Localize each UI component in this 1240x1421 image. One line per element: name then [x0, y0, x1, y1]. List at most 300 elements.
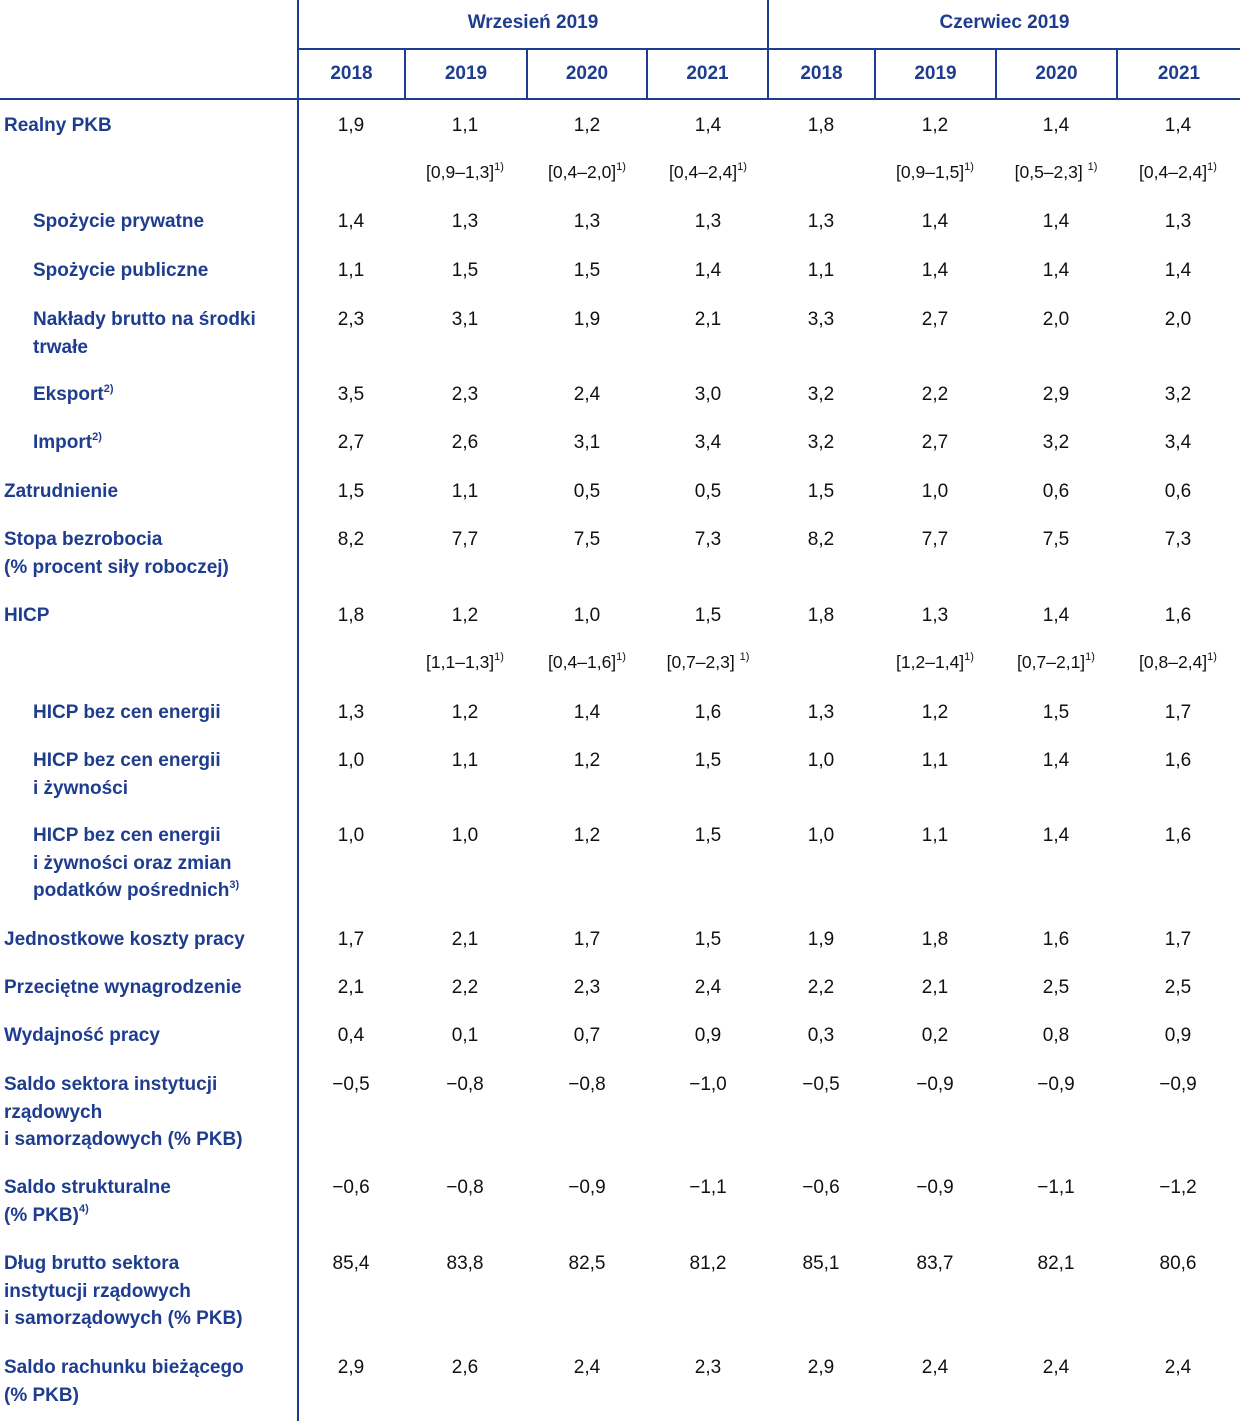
year-header: 2020 — [565, 63, 609, 84]
cell-value: 0,5 — [573, 481, 601, 502]
year-header: 2018 — [330, 63, 373, 84]
value-cell — [1118, 602, 1238, 630]
value-cell — [527, 602, 647, 630]
row-label — [33, 699, 221, 727]
value-cell — [291, 699, 411, 727]
value-cell — [761, 822, 881, 850]
value-cell — [875, 822, 995, 850]
cell-value: 1,8 — [337, 605, 365, 626]
cell-value: 1,6 — [694, 702, 722, 723]
value-cell — [405, 974, 525, 1002]
cell-value: 1,4 — [1042, 605, 1070, 626]
cell-value: 7,3 — [1164, 529, 1192, 550]
cell-value: 2,3 — [573, 977, 601, 998]
value-cell — [405, 747, 525, 775]
cell-value: 85,4 — [332, 1253, 370, 1274]
value-cell — [527, 306, 647, 334]
cell-value: 2,1 — [337, 977, 365, 998]
cell-value: −1,1 — [689, 1177, 727, 1198]
cell-value: [0,7–2,3] — [666, 652, 740, 672]
cell-value: 1,0 — [807, 825, 835, 846]
value-cell — [405, 306, 525, 334]
year-header: 2019 — [914, 63, 957, 84]
value-cell — [648, 1354, 768, 1382]
cell-value: 1,4 — [1042, 825, 1070, 846]
cell-value: −0,8 — [446, 1177, 484, 1198]
cell-value: 2,5 — [1164, 977, 1192, 998]
value-cell — [291, 306, 411, 334]
row-label-text: HICP bez cen energii i żywności — [33, 750, 221, 799]
cell-value: 1,1 — [451, 115, 479, 136]
cell-value: 1,3 — [573, 211, 601, 232]
cell-value: 1,2 — [573, 115, 601, 136]
value-cell — [875, 1071, 995, 1099]
header-bottom-rule — [0, 98, 1240, 100]
cell-value: 2,3 — [694, 1357, 722, 1378]
range-cell — [1118, 159, 1238, 187]
value-cell — [527, 747, 647, 775]
cell-value: 1,1 — [337, 260, 365, 281]
cell-value: 1,6 — [1042, 929, 1070, 950]
cell-value: [0,9–1,3] — [426, 162, 495, 182]
value-cell — [761, 974, 881, 1002]
cell-value: 1,4 — [1042, 115, 1070, 136]
value-cell — [405, 257, 525, 285]
cell-value: 3,3 — [807, 309, 835, 330]
cell-value: 2,3 — [451, 384, 479, 405]
cell-value: 1,6 — [1164, 605, 1192, 626]
cell-value: 1,8 — [807, 605, 835, 626]
row-label — [33, 257, 208, 285]
year-header: 2021 — [686, 63, 729, 84]
range-cell — [1118, 649, 1238, 677]
value-cell — [761, 1022, 881, 1050]
row-label-text: Saldo rachunku bieżącego (% PKB) — [4, 1357, 244, 1406]
footnote-marker: 1) — [1087, 161, 1098, 174]
value-cell — [761, 1174, 881, 1202]
value-cell — [996, 1174, 1116, 1202]
cell-value: 1,0 — [573, 605, 601, 626]
cell-value: 1,2 — [921, 702, 949, 723]
row-label — [33, 381, 114, 409]
cell-value: −0,9 — [1037, 1074, 1075, 1095]
value-cell — [761, 699, 881, 727]
row-label-text: Import — [33, 432, 93, 453]
cell-value: 3,2 — [807, 384, 835, 405]
cell-value: 7,5 — [1042, 529, 1070, 550]
range-cell — [405, 159, 525, 187]
cell-value: 2,7 — [921, 309, 949, 330]
value-cell — [875, 974, 995, 1002]
value-cell — [405, 926, 525, 954]
cell-value: −0,6 — [802, 1177, 840, 1198]
value-cell — [527, 208, 647, 236]
value-cell — [527, 699, 647, 727]
value-cell — [996, 381, 1116, 409]
cell-value: 1,4 — [694, 260, 722, 281]
value-cell — [1118, 1071, 1238, 1099]
value-cell — [291, 1022, 411, 1050]
value-cell — [875, 208, 995, 236]
value-cell — [405, 208, 525, 236]
value-cell — [761, 526, 881, 554]
value-cell — [291, 602, 411, 630]
value-cell — [648, 208, 768, 236]
cell-value: 80,6 — [1159, 1253, 1197, 1274]
cell-value: 1,1 — [451, 750, 479, 771]
cell-value: 1,6 — [1164, 825, 1192, 846]
cell-value: 8,2 — [337, 529, 365, 550]
range-cell — [527, 159, 647, 187]
cell-value: 0,2 — [921, 1025, 949, 1046]
value-cell — [291, 478, 411, 506]
value-cell — [291, 1250, 411, 1278]
value-cell — [648, 526, 768, 554]
value-cell — [527, 1250, 647, 1278]
value-cell — [996, 602, 1116, 630]
footnote-marker: 1) — [494, 651, 504, 664]
footnote-marker: 1) — [494, 161, 504, 174]
value-cell — [648, 1250, 768, 1278]
year-header: 2021 — [1157, 63, 1201, 84]
cell-value: 1,4 — [1042, 750, 1070, 771]
cell-value: 1,4 — [1164, 115, 1192, 136]
cell-value: 1,9 — [807, 929, 835, 950]
cell-value: 3,2 — [1042, 432, 1070, 453]
cell-value: 2,7 — [337, 432, 365, 453]
value-cell — [405, 112, 525, 140]
value-cell — [291, 1174, 411, 1202]
row-label — [4, 1071, 243, 1154]
cell-value: 2,3 — [337, 309, 365, 330]
cell-value: 1,2 — [921, 115, 949, 136]
cell-value: [0,4–2,0] — [548, 162, 617, 182]
value-cell — [291, 257, 411, 285]
cell-value: 1,5 — [1042, 702, 1070, 723]
cell-value: 81,2 — [689, 1253, 727, 1274]
cell-value: [0,4–2,4] — [669, 162, 738, 182]
value-cell — [1118, 1174, 1238, 1202]
cell-value: 8,2 — [807, 529, 835, 550]
cell-value: −0,8 — [446, 1074, 484, 1095]
value-cell — [761, 429, 881, 457]
cell-value: 1,3 — [921, 605, 949, 626]
footnote-marker: 2) — [103, 382, 114, 395]
cell-value: [0,5–2,3] — [1014, 162, 1088, 182]
value-cell — [761, 478, 881, 506]
value-cell — [648, 112, 768, 140]
cell-value: 83,8 — [446, 1253, 484, 1274]
footnote-marker: 1) — [616, 651, 626, 664]
value-cell — [875, 1250, 995, 1278]
cell-value: 1,0 — [807, 750, 835, 771]
row-label — [4, 602, 49, 630]
cell-value: 2,5 — [1042, 977, 1070, 998]
cell-value: 1,4 — [694, 115, 722, 136]
value-cell — [761, 257, 881, 285]
value-cell — [648, 1071, 768, 1099]
value-cell — [527, 429, 647, 457]
row-label — [33, 429, 102, 457]
value-cell — [1118, 429, 1238, 457]
value-cell — [405, 1071, 525, 1099]
footnote-marker: 1) — [964, 651, 974, 664]
cell-value: 7,5 — [573, 529, 601, 550]
value-cell — [996, 1354, 1116, 1382]
value-cell — [875, 1022, 995, 1050]
year-header: 2018 — [800, 63, 843, 84]
cell-value: 1,4 — [921, 260, 949, 281]
row-label-text: HICP bez cen energii — [33, 702, 221, 723]
cell-value: 1,7 — [573, 929, 601, 950]
cell-value: 1,5 — [573, 260, 601, 281]
cell-value: 1,0 — [921, 481, 949, 502]
cell-value: 1,4 — [1042, 260, 1070, 281]
value-cell — [291, 526, 411, 554]
cell-value: 1,5 — [451, 260, 479, 281]
cell-value: −0,9 — [916, 1074, 954, 1095]
cell-value: 2,2 — [921, 384, 949, 405]
value-cell — [761, 1354, 881, 1382]
row-label — [4, 1250, 243, 1333]
row-label-text: HICP — [4, 605, 50, 626]
cell-value: 0,1 — [451, 1025, 479, 1046]
value-cell — [1118, 822, 1238, 850]
footnote-marker: 1) — [737, 161, 747, 174]
cell-value: 1,1 — [807, 260, 835, 281]
footnote-marker: 1) — [1207, 161, 1217, 174]
value-cell — [875, 478, 995, 506]
range-cell — [527, 649, 647, 677]
cell-value: 1,1 — [921, 825, 949, 846]
value-cell — [527, 478, 647, 506]
cell-value: 85,1 — [802, 1253, 840, 1274]
cell-value: 2,1 — [921, 977, 949, 998]
cell-value: 1,2 — [451, 605, 479, 626]
cell-value: 2,6 — [451, 1357, 479, 1378]
cell-value: 1,5 — [694, 825, 722, 846]
value-cell — [648, 306, 768, 334]
value-cell — [648, 926, 768, 954]
value-cell — [761, 1071, 881, 1099]
value-cell — [1118, 699, 1238, 727]
value-cell — [761, 306, 881, 334]
value-cell — [291, 747, 411, 775]
cell-value: 2,1 — [694, 309, 722, 330]
value-cell — [291, 429, 411, 457]
value-cell — [1118, 747, 1238, 775]
cell-value: 3,1 — [451, 309, 479, 330]
cell-value: −0,8 — [568, 1074, 606, 1095]
value-cell — [405, 526, 525, 554]
value-cell — [761, 602, 881, 630]
value-cell — [875, 429, 995, 457]
cell-value: 3,2 — [807, 432, 835, 453]
cell-value: 3,5 — [337, 384, 365, 405]
group-header-rule — [297, 48, 1240, 50]
cell-value: 1,7 — [1164, 702, 1192, 723]
cell-value: 0,7 — [573, 1025, 601, 1046]
footnote-marker: 1) — [1207, 651, 1217, 664]
range-cell — [996, 159, 1116, 187]
value-cell — [527, 822, 647, 850]
row-label-text: Spożycie prywatne — [33, 211, 205, 232]
cell-value: −1,0 — [689, 1074, 727, 1095]
row-label-text: Jednostkowe koszty pracy — [4, 929, 245, 950]
value-cell — [648, 747, 768, 775]
row-label-text: Nakłady brutto na środki trwałe — [33, 309, 256, 358]
row-label — [4, 1354, 244, 1409]
value-cell — [527, 112, 647, 140]
value-cell — [875, 112, 995, 140]
cell-value: 1,7 — [1164, 929, 1192, 950]
value-cell — [1118, 306, 1238, 334]
value-cell — [648, 429, 768, 457]
row-label — [4, 112, 112, 140]
value-cell — [405, 699, 525, 727]
range-cell — [875, 159, 995, 187]
row-label — [33, 822, 239, 905]
cell-value: 2,4 — [1164, 1357, 1192, 1378]
value-cell — [648, 974, 768, 1002]
value-cell — [648, 381, 768, 409]
cell-value: −1,2 — [1159, 1177, 1197, 1198]
footnote-marker: 1) — [616, 161, 626, 174]
cell-value: 1,5 — [694, 750, 722, 771]
value-cell — [527, 526, 647, 554]
value-cell — [1118, 526, 1238, 554]
cell-value: [0,4–2,4] — [1139, 162, 1208, 182]
value-cell — [527, 926, 647, 954]
cell-value: [0,7–2,1] — [1017, 652, 1086, 672]
cell-value: 1,4 — [1164, 260, 1192, 281]
cell-value: 1,4 — [1042, 211, 1070, 232]
row-label — [33, 306, 256, 361]
cell-value: [0,4–1,6] — [548, 652, 617, 672]
value-cell — [648, 602, 768, 630]
cell-value: −0,9 — [1159, 1074, 1197, 1095]
cell-value: −0,9 — [568, 1177, 606, 1198]
cell-value: 1,3 — [807, 702, 835, 723]
value-cell — [405, 602, 525, 630]
group-header-september-2019: Wrzesień 2019 — [467, 12, 599, 33]
year-header: 2020 — [1035, 63, 1078, 84]
value-cell — [875, 926, 995, 954]
footnote-marker: 2) — [92, 430, 102, 443]
cell-value: 2,9 — [337, 1357, 365, 1378]
cell-value: 3,1 — [573, 432, 601, 453]
value-cell — [875, 602, 995, 630]
cell-value: −0,9 — [916, 1177, 954, 1198]
value-cell — [996, 478, 1116, 506]
range-cell — [996, 649, 1116, 677]
value-cell — [405, 381, 525, 409]
row-label-text: Saldo sektora instytucji rządowych i samorządowych (% PKB) — [4, 1074, 243, 1150]
value-cell — [291, 974, 411, 1002]
value-cell — [527, 1022, 647, 1050]
cell-value: 1,2 — [573, 825, 601, 846]
cell-value: 2,7 — [921, 432, 949, 453]
value-cell — [1118, 1354, 1238, 1382]
value-cell — [875, 699, 995, 727]
value-cell — [648, 1022, 768, 1050]
cell-value: −0,5 — [802, 1074, 840, 1095]
cell-value: −0,6 — [332, 1177, 370, 1198]
value-cell — [291, 822, 411, 850]
cell-value: 2,9 — [1042, 384, 1070, 405]
range-cell — [648, 159, 768, 187]
value-cell — [996, 257, 1116, 285]
value-cell — [996, 699, 1116, 727]
row-label-text: Przeciętne wynagrodzenie — [4, 977, 242, 998]
value-cell — [527, 1354, 647, 1382]
cell-value: 1,3 — [694, 211, 722, 232]
footnote-marker: 1) — [964, 161, 974, 174]
cell-value: 0,3 — [807, 1025, 835, 1046]
cell-value: 2,6 — [451, 432, 479, 453]
value-cell — [648, 257, 768, 285]
value-cell — [1118, 381, 1238, 409]
value-cell — [761, 381, 881, 409]
value-cell — [996, 208, 1116, 236]
value-cell — [1118, 926, 1238, 954]
cell-value: 2,1 — [451, 929, 479, 950]
value-cell — [996, 1250, 1116, 1278]
value-cell — [291, 208, 411, 236]
cell-value: 1,0 — [337, 825, 365, 846]
cell-value: 1,5 — [807, 481, 835, 502]
cell-value: 3,2 — [1164, 384, 1192, 405]
value-cell — [875, 257, 995, 285]
row-label-text: Eksport — [33, 384, 104, 405]
value-cell — [761, 208, 881, 236]
value-cell — [527, 1174, 647, 1202]
row-label — [4, 974, 242, 1002]
cell-value: 0,4 — [337, 1025, 365, 1046]
value-cell — [996, 306, 1116, 334]
cell-value: 2,9 — [807, 1357, 835, 1378]
cell-value: 82,1 — [1037, 1253, 1075, 1274]
value-cell — [996, 112, 1116, 140]
value-cell — [1118, 1022, 1238, 1050]
value-cell — [996, 1071, 1116, 1099]
year-header: 2019 — [444, 63, 488, 84]
cell-value: 2,4 — [694, 977, 722, 998]
value-cell — [291, 381, 411, 409]
value-cell — [405, 1354, 525, 1382]
row-label-text: Zatrudnienie — [4, 481, 119, 502]
value-cell — [761, 112, 881, 140]
value-cell — [291, 1354, 411, 1382]
cell-value: 2,2 — [451, 977, 479, 998]
cell-value: 1,2 — [573, 750, 601, 771]
cell-value: 1,5 — [694, 605, 722, 626]
row-label-text: Wydajność pracy — [4, 1025, 160, 1046]
row-label — [4, 1022, 160, 1050]
value-cell — [527, 381, 647, 409]
value-cell — [1118, 112, 1238, 140]
cell-value: 1,0 — [451, 825, 479, 846]
value-cell — [761, 1250, 881, 1278]
cell-value: 2,4 — [1042, 1357, 1070, 1378]
row-label — [33, 747, 221, 802]
value-cell — [761, 747, 881, 775]
cell-value: 2,2 — [807, 977, 835, 998]
cell-value: 7,3 — [694, 529, 722, 550]
value-cell — [996, 526, 1116, 554]
cell-value: 2,0 — [1042, 309, 1070, 330]
value-cell — [996, 1022, 1116, 1050]
